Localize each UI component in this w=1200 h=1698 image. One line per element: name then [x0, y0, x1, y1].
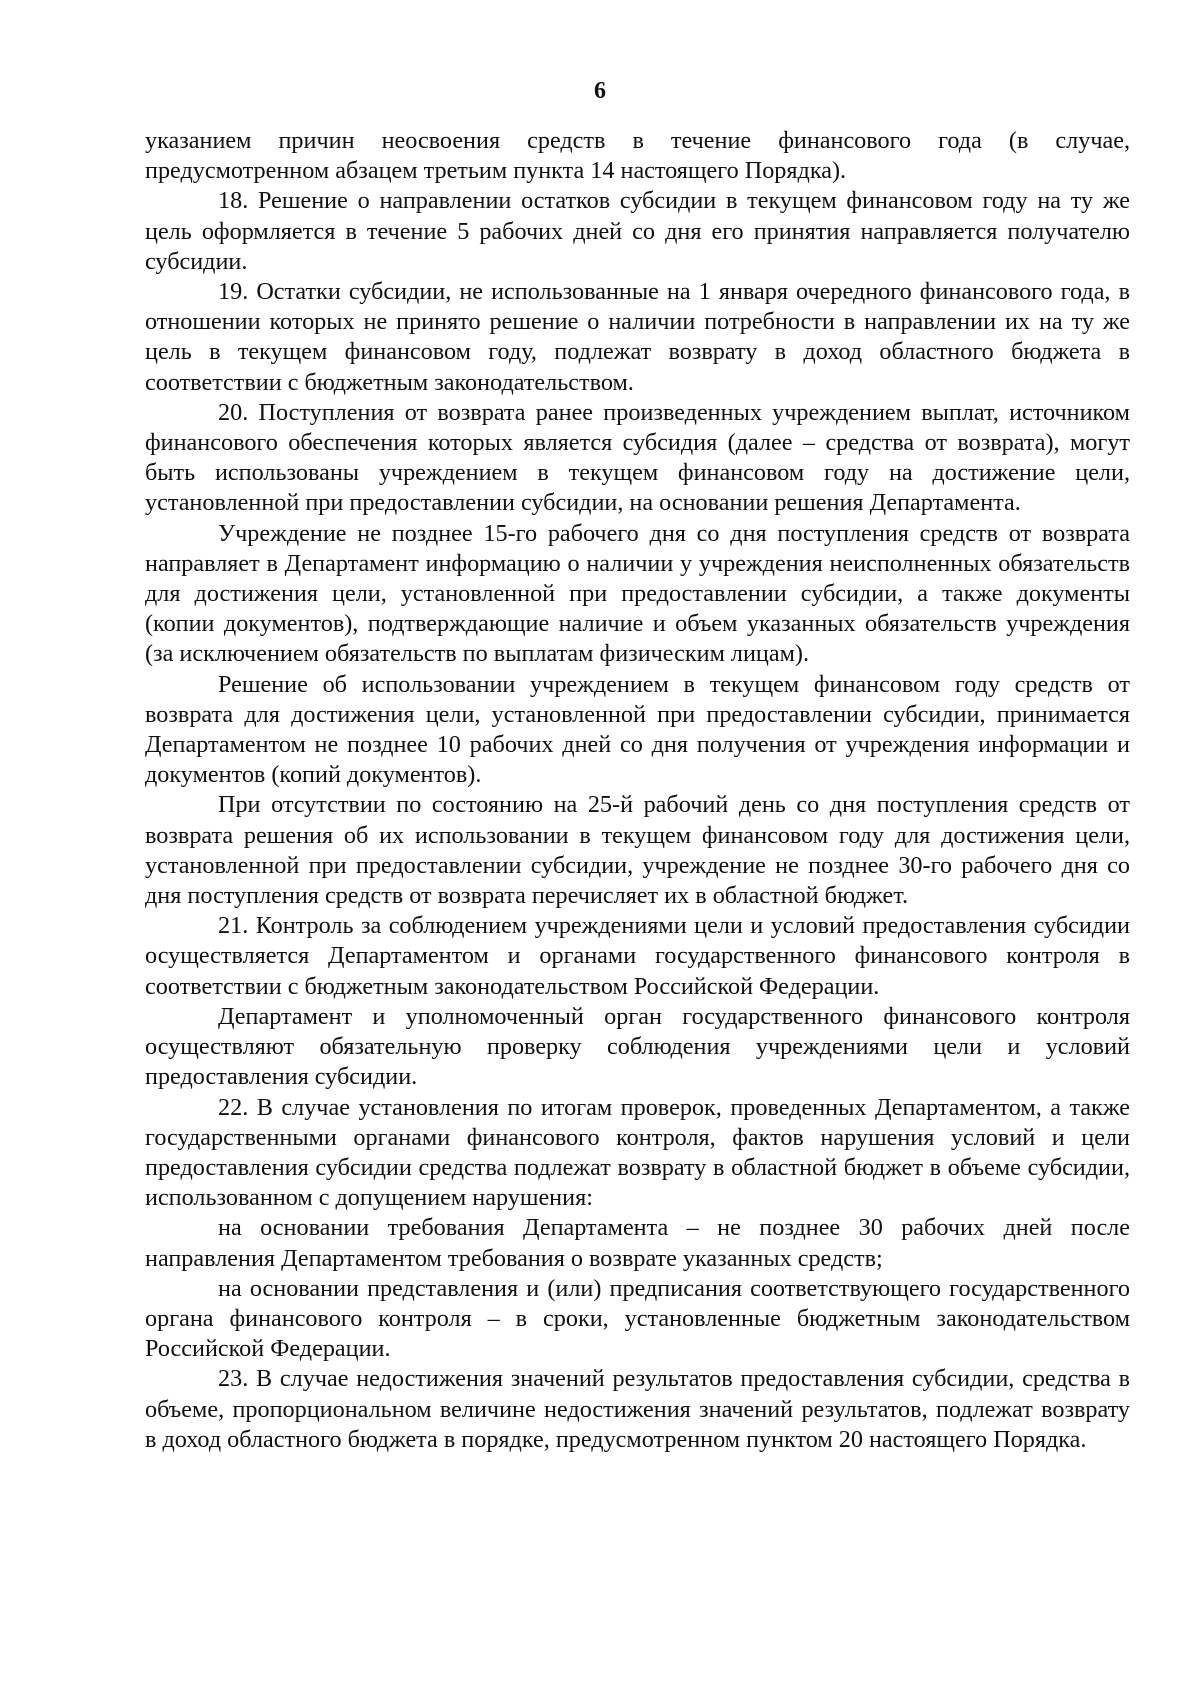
paragraph-item-23: 23. В случае недостижения значений результатов предоставления субсидии, средства в объеме, пропорциональном величине недостижения значений результатов, подлежат возврату в доход областного бюджета в порядке, предусмотренном пунктом 20 настоящего Порядка.	[145, 1365, 1130, 1453]
paragraph-item-22-subparagraph-2: на основании представления и (или) предписания соответствующего государственного органа финансового контроля – в сроки, установленные бюджетным законодательством Российской Федерации.	[145, 1274, 1130, 1363]
paragraph-item-18: 18. Решение о направлении остатков субсидии в текущем финансовом году на ту же цель оформляется в течение 5 рабочих дней со дня его принятия направляется получателю субсидии.	[145, 187, 1130, 275]
paragraph-item-21-subparagraph-1: Департамент и уполномоченный орган государственного финансового контроля осуществляют обязательную проверку соблюдения учреждениями цели и условий предоставления субсидии.	[145, 1002, 1130, 1091]
paragraph-continuation: указанием причин неосвоения средств в течение финансового года (в случае, предусмотренном абзацем третьим пункта 14 настоящего Порядка).	[145, 127, 1130, 185]
paragraph-item-22-subparagraph-1: на основании требования Департамента – не позднее 30 рабочих дней после направления Департаментом требования о возврате указанных средств;	[145, 1214, 1130, 1272]
document-body	[145, 126, 1130, 1455]
paragraph-item-20-subparagraph-3: При отсутствии по состоянию на 25-й рабочий день со дня поступления средств от возврата решения об их использовании в текущем финансовом году для достижения цели, установленной при предоставлении субсидии, учреждение не позднее 30-го рабочего дня со дня поступления средств от возврата перечисляет их в областной бюджет.	[145, 791, 1130, 910]
paragraph-item-20-subparagraph-1: Учреждение не позднее 15-го рабочего дня со дня поступления средств от возврата направляет в Департамент информацию о наличии у учреждения неисполненных обязательств для достижения цели, установленной при предоставлении субсидии, а также документы (копии документов), подтверждающие наличие и объем указанных обязательств учреждения (за исключением обязательств по выплатам физическим лицам).	[145, 519, 1130, 668]
paragraph-item-22: 22. В случае установления по итогам проверок, проведенных Департаментом, а также государственными органами финансового контроля, фактов нарушения условий и цели предоставления субсидии средства подлежат возврату в областной бюджет в объеме субсидии, использованном с допущением нарушения:	[145, 1093, 1130, 1212]
paragraph-item-21: 21. Контроль за соблюдением учреждениями цели и условий предоставления субсидии осуществляется Департаментом и органами государственного финансового контроля в соответствии с бюджетным законодательством Российской Федерации.	[145, 912, 1130, 1000]
paragraph-item-19: 19. Остатки субсидии, не использованные на 1 января очередного финансового года, в отношении которых не принято решение о наличии потребности в направлении их на ту же цель в текущем финансовом году, подлежат возврату в доход областного бюджета в соответствии с бюджетным законодательством.	[145, 278, 1130, 396]
page-number: 6	[594, 78, 606, 104]
paragraph-item-20: 20. Поступления от возврата ранее произведенных учреждением выплат, источником финансового обеспечения которых является субсидия (далее – средства от возврата), могут быть использованы учреждением в текущем финансовом году на достижение цели, установленной при предоставлении субсидии, на основании решения Департамента.	[145, 398, 1130, 517]
paragraph-item-20-subparagraph-2: Решение об использовании учреждением в текущем финансовом году средств от возврата для достижения цели, установленной при предоставлении субсидии, принимается Департаментом не позднее 10 рабочих дней со дня получения от учреждения информации и документов (копий документов).	[145, 670, 1130, 789]
